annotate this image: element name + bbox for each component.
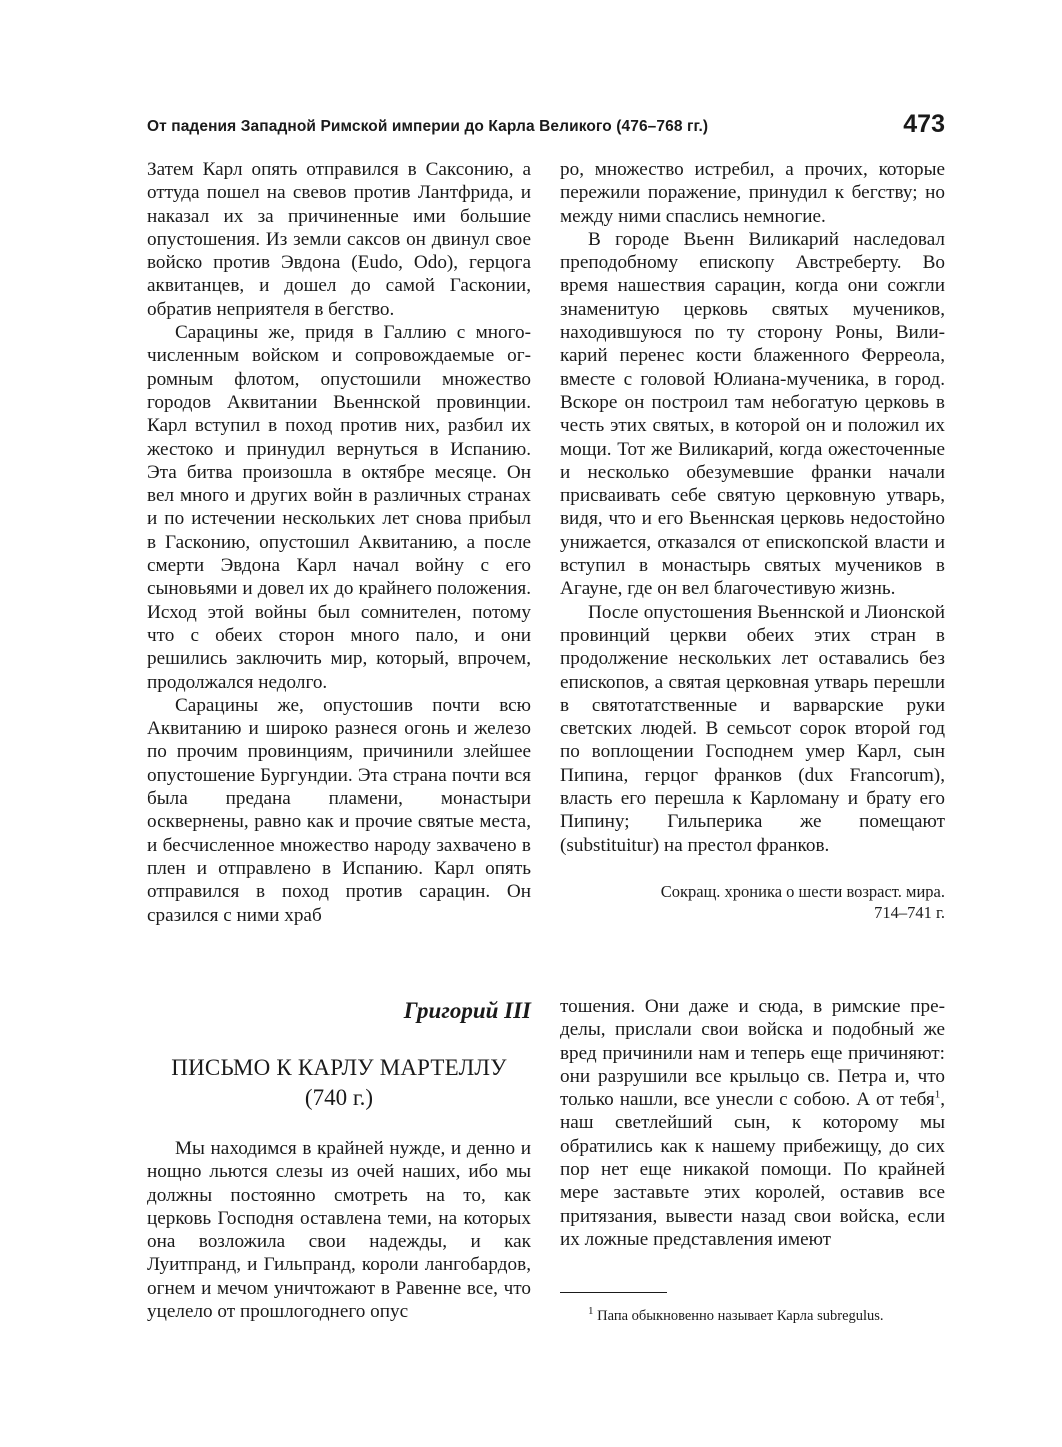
- footnote: [560, 1307, 945, 1325]
- running-title: От падения Западной Римской империи до Карла Великого (476–768 гг.): [147, 118, 709, 135]
- paragraph: Сарацины же, придя в Галлию с многочисленным войском и сопровождаемые огромным флотом, опустошили множество городов Аквитании Вьеннской провинции. Карл вступил в поход против них, разбил их жестоко и принудил вернуться в Испанию. Эта битва произошла в октябре месяце. Он вел много и других войн в различных странах и по истечении нескольких лет снова прибыл в Гасконию, опустошил Аквитанию, а после смерти Эвдона Карл начал войну с его сыновьями и довел их до крайнего положения. Исход этой войны был сомнителен, потому что с обеих сторон много пало, и они решились заключить мир, который, впрочем, продолжался недолго.: [147, 322, 531, 693]
- column-left-bottom: [147, 995, 531, 1323]
- paragraph: В городе Вьенн Виликарий наследовал преподобному епископу Австреберту. Во время нашествия сарацин, когда они сожгли знаменитую церковь святых мучеников, находившуюся по ту сторону Роны, Виликарий перенес кости блаженного Ферреола, вместе с головой Юлиана-мученика, в город. Вскоре он построил там небогатую церковь в честь этих святых, в которой он и положил их мощи. Тот же Виликарий, когда ожесточенные и несколько обезумевшие франки начали присваивать себе святую церковную утварь, видя, что и его Вьеннская церковь недостойно унижается, отказался от епископской власти и вступил в монастырь святых мучеников в Агауне, где он вел благочестивую жизнь.: [560, 228, 945, 600]
- source-citation-line: 714–741 г.: [874, 902, 945, 922]
- source-citation: [560, 881, 945, 923]
- paragraph-text: , наш светлейший сын, к которому мы обратились как к нашему прибежищу, до сих пор нет еще никакой помощи. По крайней мере заставьте этих королей, оставив все притязания, вывести назад свои войска, если их ложные представления имеют: [560, 1089, 945, 1250]
- column-right-top: [560, 158, 945, 923]
- footnote-divider: [560, 1292, 667, 1293]
- running-header: [147, 112, 945, 142]
- column-left-top: [147, 158, 531, 927]
- paragraph: [560, 995, 945, 1251]
- source-citation-line: Сокращ. хроника о шести возраст. мира.: [660, 881, 945, 901]
- paragraph: После опустошения Вьеннской и Лионской провинций церкви обеих этих стран в продолжение нескольких лет оставались без епископов, а святая церковная утварь перешли в святотатственные и варварские руки светских людей. В семьсот сорок второй год по воплощении Господнем умер Карл, сын Пипина, герцог франков (dux Francorum), власть его перешла к Карломану и брату его Пипину; Гильперика же помещают (substituitur) на престол франков.: [560, 601, 945, 856]
- column-right-bottom: [560, 995, 945, 1251]
- footnote-reference[interactable]: 1: [934, 1088, 941, 1101]
- document-title: ПИСЬМО К КАРЛУ МАРТЕЛЛУ: [171, 1055, 507, 1080]
- paragraph-text: тошения. Они даже и сюда, в римские пределы, прислали свои войска и подобный же вред причинили нам и теперь еще причиняют: они разрушили все крыльцо св. Петра и, что только нашли, все унесли с собою. А от тебя: [560, 996, 945, 1111]
- paragraph: Сарацины же, опустошив почти всю Аквитанию и широко разнеся огонь и железо по прочим провинциям, причинили злейшее опустошение Бургундии. Эта страна почти вся была предана пламени, монастыри осквернены, равно как и прочие святые места, и бесчисленное множество народу захвачено в плен и отправлено в Испанию. Карл опять отправился в поход против сарацин. Он сразился с ними храб: [147, 694, 531, 926]
- footnote-number: 1: [588, 1305, 594, 1318]
- paragraph: Мы находимся в крайней нужде, и денно и нощно льются слезы из очей наших, ибо мы должны постоянно смотреть на то, как церковь Господня оставлена теми, на которых она возложила свои надежды, и как Луитпранд, и Гильпранд, короли лангобардов, огнем и мечом уничтожают в Равенне все, что уцелело от прошлогоднего опус: [147, 1138, 531, 1323]
- paragraph: Затем Карл опять отправился в Саксонию, а оттуда пошел на свевов против Лантфрида, и наказал их за причиненные ими большие опустошения. Из земли саксов он двинул свое войско против Эвдона (Eudo, Odo), герцога аквитанцев, и дошел до самой Гасконии, обратив неприятеля в бегство.: [147, 159, 531, 320]
- paragraph: ро, множество истребил, а прочих, которые пережили поражение, принудил к бегству; но между ними спаслись немногие.: [560, 159, 945, 227]
- footnote-text: Папа обыкновенно называет Карла subregulus.: [593, 1308, 884, 1324]
- document-year: (740 г.): [304, 1085, 374, 1110]
- page-number: 473: [903, 110, 945, 138]
- author-name: Григорий III: [403, 998, 531, 1023]
